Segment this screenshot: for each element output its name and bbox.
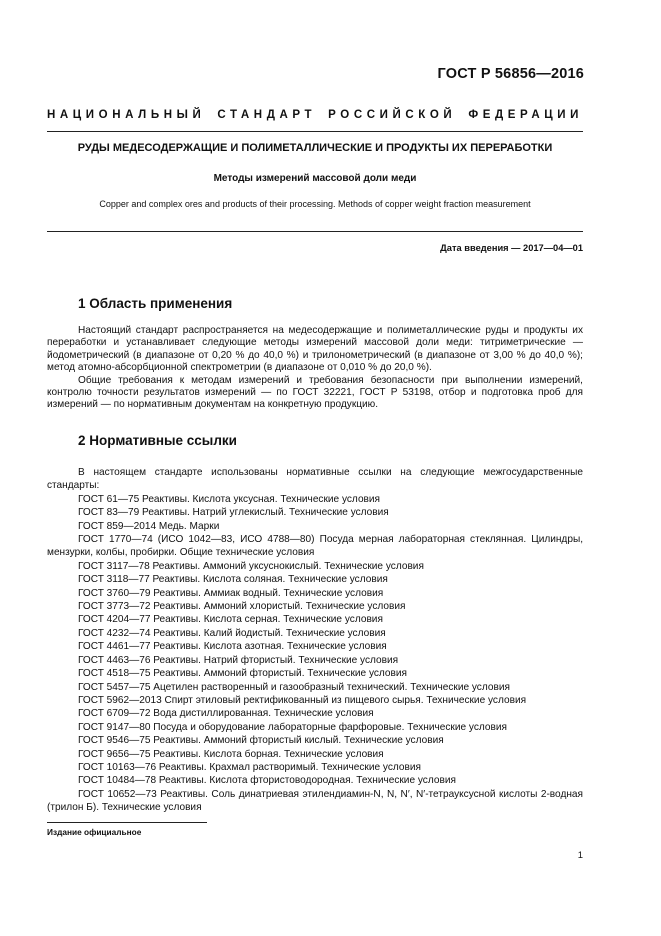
reference-item: ГОСТ 83—79 Реактивы. Натрий углекислый. Технические условия [78, 507, 389, 519]
reference-item: ГОСТ 4204—77 Реактивы. Кислота серная. Технические условия [78, 614, 383, 626]
section-2-heading: 2 Нормативные ссылки [78, 433, 237, 448]
footer-divider [47, 822, 207, 823]
national-standard-banner [47, 109, 583, 121]
official-edition-label: Издание официальное [47, 827, 142, 837]
references-intro: В настоящем стандарте использованы нормативные ссылки на следующие межгосударственные стандарты: [47, 467, 583, 492]
section-1-body [47, 325, 583, 412]
paragraph: Настоящий стандарт распространяется на медесодержащие и полиметаллические руды и продукты их переработки и устанавливает следующие методы измерений массовой доли меди: титриметрические — йодометрический (в диапазоне от 0,20 % до 40,0 %) и трилонометрический (в диапазоне от 3,00 % до 40,0 %); метод атомно-абсорбционной спектрометрии (в диапазоне от 0,010 % до 20,0 %). [47, 325, 583, 374]
reference-item: ГОСТ 9546—75 Реактивы. Аммоний фтористый кислый. Технические условия [78, 735, 444, 747]
section-1-heading: 1 Область применения [78, 296, 233, 311]
reference-item: ГОСТ 4463—76 Реактивы. Натрий фтористый. Технические условия [78, 654, 399, 666]
reference-item: ГОСТ 9656—75 Реактивы. Кислота борная. Технические условия [78, 748, 384, 760]
reference-item: ГОСТ 10163—76 Реактивы. Крахмал растворимый. Технические условия [78, 761, 421, 773]
english-title: Copper and complex ores and products of their processing. Methods of copper weight fraction measurement [99, 199, 531, 209]
top-divider [47, 131, 583, 132]
reference-item: ГОСТ 10484—78 Реактивы. Кислота фтористоводородная. Технические условия [78, 775, 456, 787]
paragraph: Общие требования к методам измерений и требования безопасности при выполнении измерений, контролю точности результатов измерений — по ГОСТ 32221, ГОСТ Р 53198, отбор и подготовка проб для измерений — по нормативным документам на конкретную продукцию. [47, 374, 583, 411]
reference-item: ГОСТ 3118—77 Реактивы. Кислота соляная. Технические условия [78, 574, 388, 586]
document-title: РУДЫ МЕДЕСОДЕРЖАЩИЕ И ПОЛИМЕТАЛЛИЧЕСКИЕ И ПРОДУКТЫ ИХ ПЕРЕРАБОТКИ [77, 142, 553, 154]
reference-item: ГОСТ 5457—75 Ацетилен растворенный и газообразный технический. Технические условия [78, 681, 510, 693]
reference-item: ГОСТ 859—2014 Медь. Марки [78, 520, 220, 532]
normative-references-list [47, 466, 583, 815]
reference-item: ГОСТ 4232—74 Реактивы. Калий йодистый. Технические условия [78, 627, 386, 639]
reference-item: ГОСТ 5962—2013 Спирт этиловый ректификованный из пищевого сырья. Технические условия [78, 694, 527, 706]
document-code: ГОСТ Р 56856—2016 [437, 66, 584, 82]
reference-item: ГОСТ 9147—80 Посуда и оборудование лабораторные фарфоровые. Технические условия [78, 721, 507, 733]
reference-item: ГОСТ 6709—72 Вода дистиллированная. Технические условия [78, 708, 374, 720]
reference-item: ГОСТ 10652—73 Реактивы. Соль динатриевая этилендиамин-N, N, N′, N′-тетрауксусной кислоты 2-водная (трилон Б). Технические условия [47, 788, 583, 814]
introduction-date: Дата введения — 2017—04—01 [440, 243, 583, 253]
page-number: 1 [577, 850, 583, 861]
reference-item: ГОСТ 4461—77 Реактивы. Кислота азотная. Технические условия [78, 641, 387, 653]
banner-word: СТАНДАРТ [217, 109, 317, 121]
reference-item: ГОСТ 3117—78 Реактивы. Аммоний уксуснокислый. Технические условия [78, 560, 424, 572]
title-divider [47, 231, 583, 232]
banner-word: ФЕДЕРАЦИИ [468, 109, 583, 121]
reference-item: ГОСТ 4518—75 Реактивы. Аммоний фтористый. Технические условия [78, 668, 408, 680]
banner-word: РОССИЙСКОЙ [328, 109, 457, 121]
reference-item: ГОСТ 3773—72 Реактивы. Аммоний хлористый. Технические условия [78, 601, 406, 613]
banner-word: НАЦИОНАЛЬНЫЙ [47, 109, 206, 121]
reference-item: ГОСТ 61—75 Реактивы. Кислота уксусная. Технические условия [78, 493, 381, 505]
reference-item: ГОСТ 1770—74 (ИСО 1042—83, ИСО 4788—80) Посуда мерная лабораторная стеклянная. Цилиндры, мензурки, колбы, пробирки. Общие технические условия [47, 534, 583, 559]
reference-item: ГОСТ 3760—79 Реактивы. Аммиак водный. Технические условия [78, 587, 384, 599]
document-subtitle: Методы измерений массовой доли меди [213, 173, 417, 184]
